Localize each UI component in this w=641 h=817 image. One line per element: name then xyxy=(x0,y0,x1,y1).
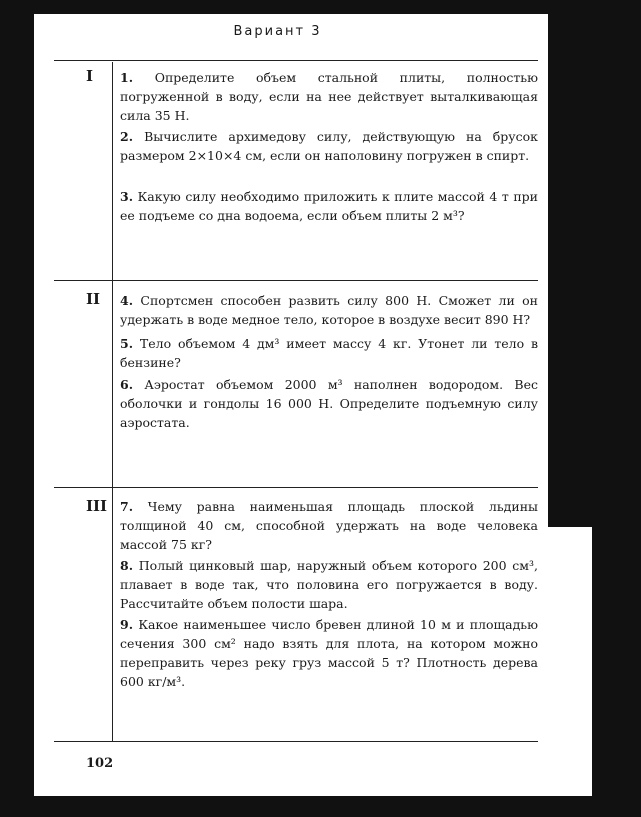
section-divider-1 xyxy=(54,280,538,281)
task-text: Тело объемом 4 дм³ имеет массу 4 кг. Утонет ли тело в бензине? xyxy=(120,336,538,370)
task-text: Аэростат объемом 2000 м³ наполнен водородом. Вес оболочки и гондолы 16 000 Н. Определите подъемную силу аэростата. xyxy=(120,377,538,430)
task-text: Какое наименьшее число бревен длиной 10 м и площадью сечения 300 см² надо взять для плота, на котором можно переправить через реку груз массой 5 т? Плотность дерева 600 кг/м³. xyxy=(120,617,538,689)
task-text: Чему равна наименьшая площадь плоской льдины толщиной 40 см, способной удержать на воде человека массой 75 кг? xyxy=(120,499,538,552)
page-number: 102 xyxy=(86,756,114,771)
task-number: 7. xyxy=(120,499,134,514)
task-text: Спортсмен способен развить силу 800 Н. Сможет ли он удержать в воде медное тело, которое в воздухе весит 890 Н? xyxy=(120,293,538,327)
task-text: Полый цинковый шар, наружный объем которого 200 см³, плавает в воде так, что половина его погружается в воду. Рассчитайте объем полости шара. xyxy=(120,558,538,611)
task-text: Какую силу необходимо приложить к плите массой 4 т при ее подъеме со дна водоема, если объем плиты 2 м³? xyxy=(120,189,538,223)
column-divider xyxy=(112,62,113,742)
task-8 xyxy=(120,556,538,613)
header-rule xyxy=(54,60,538,61)
task-number: 4. xyxy=(120,293,134,308)
task-number: 5. xyxy=(120,336,134,351)
task-2 xyxy=(120,127,538,165)
task-3 xyxy=(120,187,538,225)
task-9 xyxy=(120,615,538,691)
task-number: 3. xyxy=(120,189,134,204)
task-text: Определите объем стальной плиты, полностью погруженной в воду, если на нее действует выталкивающая сила 35 Н. xyxy=(120,70,538,123)
section-label-2: II xyxy=(86,290,101,308)
section-divider-2 xyxy=(54,487,538,488)
task-number: 1. xyxy=(120,70,134,85)
task-number: 8. xyxy=(120,558,134,573)
task-number: 6. xyxy=(120,377,134,392)
task-6 xyxy=(120,375,538,432)
task-4 xyxy=(120,291,538,329)
task-1 xyxy=(120,68,538,125)
task-5 xyxy=(120,334,538,372)
section-label-3: III xyxy=(86,497,108,515)
task-7 xyxy=(120,497,538,554)
task-number: 2. xyxy=(120,129,134,144)
variant-title: Вариант 3 xyxy=(233,24,322,39)
footer-rule xyxy=(54,741,538,742)
page-sheet-extension xyxy=(548,527,592,796)
section-label-1: I xyxy=(86,67,94,85)
task-text: Вычислите архимедову силу, действующую на брусок размером 2×10×4 см, если он наполовину погружен в спирт. xyxy=(120,129,538,163)
task-number: 9. xyxy=(120,617,134,632)
